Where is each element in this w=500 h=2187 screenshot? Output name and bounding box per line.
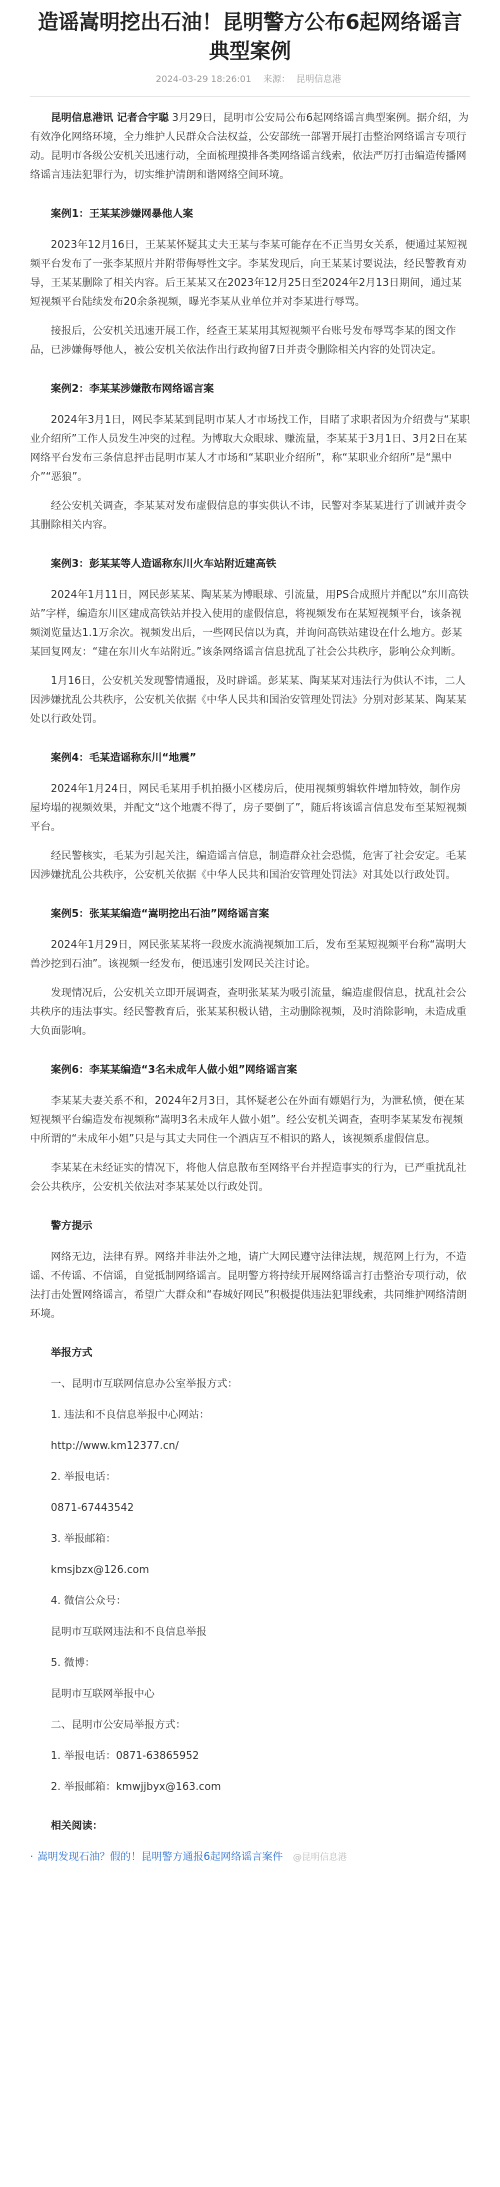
related-link-text[interactable]: 嵩明发现石油？假的！昆明警方通报6起网络谣言案件 (37, 1851, 283, 1863)
report-line: http://www.km12377.cn/ (50, 1440, 179, 1452)
publish-date: 2024-03-29 18:26:01 (155, 75, 252, 85)
case-4 (30, 749, 470, 885)
case-paragraph: 2024年1月11日，网民彭某某、陶某某为博眼球、引流量，用PS合成照片并配以“东川高铁站”字样，编造东川区建成高铁站并投入使用的虚假信息，将视频发布在某短视频平台，该条视频浏览量达1.1万余次。视频发出后，一些网民信以为真，并询问高铁站建设在什么地方。彭某某回复网友：“建在东川火车站附近。”该条网络谣言信息扰乱了社会公共秩序，影响公众判断。 (30, 589, 469, 658)
case-heading: 案例1：王某某涉嫌网暴他人案 (50, 208, 194, 220)
related-reading (30, 1817, 470, 1868)
report-heading: 举报方式 (50, 1347, 93, 1359)
case-paragraph: 经民警核实，毛某为引起关注，编造谣言信息，制造群众社会恐慌，危害了社会安定。毛某因涉嫌扰乱公共秩序，公安机关依据《中华人民共和国治安管理处罚法》对其处以行政处罚。 (30, 850, 467, 881)
source-label (260, 75, 344, 85)
case-paragraph: 李某某夫妻关系不和，2024年2月3日，其怀疑老公在外面有嫖娼行为，为泄私愤，便在某短视频平台编造发布视频称“嵩明3名未成年人做小姐”。经公安机关调查，查明李某某发布视频中所谓的“未成年小姐”只是与其丈夫同住一个酒店互不相识的路人，该视频系虚假信息。 (30, 1095, 465, 1145)
case-5 (30, 905, 470, 1041)
report-line: 5. 微博： (50, 1657, 96, 1669)
case-heading: 案例3：彭某某等人造谣称东川火车站附近建高铁 (50, 558, 277, 570)
case-paragraph: 2023年12月16日，王某某怀疑其丈夫王某与李某可能存在不正当男女关系，便通过某短视频平台发布了一张李某照片并附带侮辱性文字。李某发现后，向王某某讨要说法，经民警教育劝导，王某某删除了相关内容。后王某某又在2023年12月25日至2024年2月13日期间，通过某短视频平台陆续发布20余条视频，曝光李某从业单位并对李某进行辱骂。 (30, 239, 468, 308)
report-line: 昆明市互联网举报中心 (50, 1688, 155, 1700)
case-paragraph: 经公安机关调查，李某某对发布虚假信息的事实供认不讳，民警对李某某进行了训诫并责令其删除相关内容。 (30, 500, 467, 531)
article-meta (30, 74, 470, 86)
lead-byline: 昆明信息港讯 记者合宇聪 (50, 112, 169, 124)
case-1 (30, 205, 470, 360)
case-heading: 案例5：张某某编造“嵩明挖出石油”网络谣言案 (50, 908, 270, 920)
source-name: 昆明信息港 (296, 75, 342, 85)
police-tip (30, 1217, 470, 1324)
case-heading: 案例6：李某某编造“3名未成年人做小姐”网络谣言案 (50, 1064, 298, 1076)
report-line: kmsjbzx@126.com (50, 1564, 150, 1576)
watermark: @昆明信息港 (292, 1853, 347, 1863)
report-section (30, 1344, 470, 1797)
source-label-text: 来源： (263, 75, 291, 85)
report-line: 1. 违法和不良信息举报中心网站： (50, 1409, 210, 1421)
lead-text: 3月29日，昆明市公安局公布6起网络谣言典型案例。据介绍，为有效净化网络环境，全力维护人民群众合法权益，公安部统一部署开展打击整治网络谣言专项行动。昆明市各级公安机关迅速行动，全面梳理摸排各类网络谣言线索，依法严厉打击编造传播网络谣言违法犯罪行为，切实维护清朗和谐网络空间环境。 (30, 112, 469, 181)
lead-paragraph (30, 109, 470, 185)
case-heading: 案例4：毛某造谣称东川“地震” (50, 752, 197, 764)
related-link[interactable] (30, 1848, 470, 1868)
case-2 (30, 380, 470, 535)
report-line: 0871-67443542 (50, 1502, 134, 1514)
report-line: 2. 举报邮箱：kmwjjbyx@163.com (50, 1781, 221, 1793)
case-paragraph: 发现情况后，公安机关立即开展调查，查明张某某为吸引流量，编造虚假信息，扰乱社会公共秩序的违法事实。经民警教育后，张某某积极认错，主动删除视频，及时消除影响，未造成重大负面影响。 (30, 987, 467, 1037)
police-tip-heading: 警方提示 (50, 1220, 93, 1232)
report-line: 一、昆明市互联网信息办公室举报方式： (50, 1378, 238, 1390)
article-title: 造谣嵩明挖出石油！昆明警方公布6起网络谣言典型案例 (37, 10, 463, 63)
case-paragraph: 2024年1月24日，网民毛某用手机拍摄小区楼房后，使用视频剪辑软件增加特效，制作房屋垮塌的视频效果，并配文“这个地震不得了，房子要倒了”，随后将该谣言信息发布至某短视频平台。 (30, 783, 467, 833)
report-line: 1. 举报电话：0871-63865952 (50, 1750, 200, 1762)
case-paragraph: 1月16日，公安机关发现警情通报，及时辟谣。彭某某、陶某某对违法行为供认不讳，二人因涉嫌扰乱公共秩序，公安机关依据《中华人民共和国治安管理处罚法》分别对彭某某、陶某某处以行政处罚。 (30, 675, 467, 725)
bullet-icon: · (30, 1851, 34, 1863)
report-line: 2. 举报电话： (50, 1471, 116, 1483)
case-paragraph: 接报后，公安机关迅速开展工作，经查王某某用其短视频平台账号发布辱骂李某的图文作品，已涉嫌侮辱他人，被公安机关依法作出行政拘留7日并责令删除相关内容的处罚决定。 (30, 325, 457, 356)
case-heading: 案例2：李某某涉嫌散布网络谣言案 (50, 383, 214, 395)
title-divider (30, 96, 470, 97)
report-line: 二、昆明市公安局举报方式： (50, 1719, 186, 1731)
related-heading: 相关阅读： (50, 1820, 103, 1832)
report-line: 4. 微信公众号： (50, 1595, 127, 1607)
case-3 (30, 555, 470, 729)
case-paragraph: 2024年1月29日，网民张某某将一段废水流淌视频加工后，发布至某短视频平台称“嵩明大兽沙挖到石油”。该视频一经发布，便迅速引发网民关注讨论。 (30, 939, 467, 970)
case-paragraph: 2024年3月1日，网民李某某到昆明市某人才市场找工作，目睹了求职者因为介绍费与“某职业介绍所”工作人员发生冲突的过程。为博取大众眼球、赚流量，李某某于3月1日、3月2日在某网络平台发布三条信息抨击昆明市某人才市场和“某职业介绍所”，称“某职业介绍所”是“黑中介”“恶狼”。 (30, 414, 470, 483)
case-6 (30, 1061, 470, 1197)
police-tip-paragraph: 网络无边，法律有界。网络并非法外之地，请广大网民遵守法律法规，规范网上行为，不造谣、不传谣、不信谣，自觉抵制网络谣言。昆明警方将持续开展网络谣言打击整治专项行动，依法打击处置网络谣言，希望广大群众和“春城好网民”积极提供违法犯罪线索，共同维护网络清朗环境。 (30, 1251, 467, 1320)
report-line: 3. 举报邮箱： (50, 1533, 116, 1545)
case-paragraph: 李某某在未经证实的情况下，将他人信息散布至网络平台并捏造事实的行为，已严重扰乱社会公共秩序，公安机关依法对李某某处以行政处罚。 (30, 1162, 467, 1193)
report-line: 昆明市互联网违法和不良信息举报 (50, 1626, 207, 1638)
